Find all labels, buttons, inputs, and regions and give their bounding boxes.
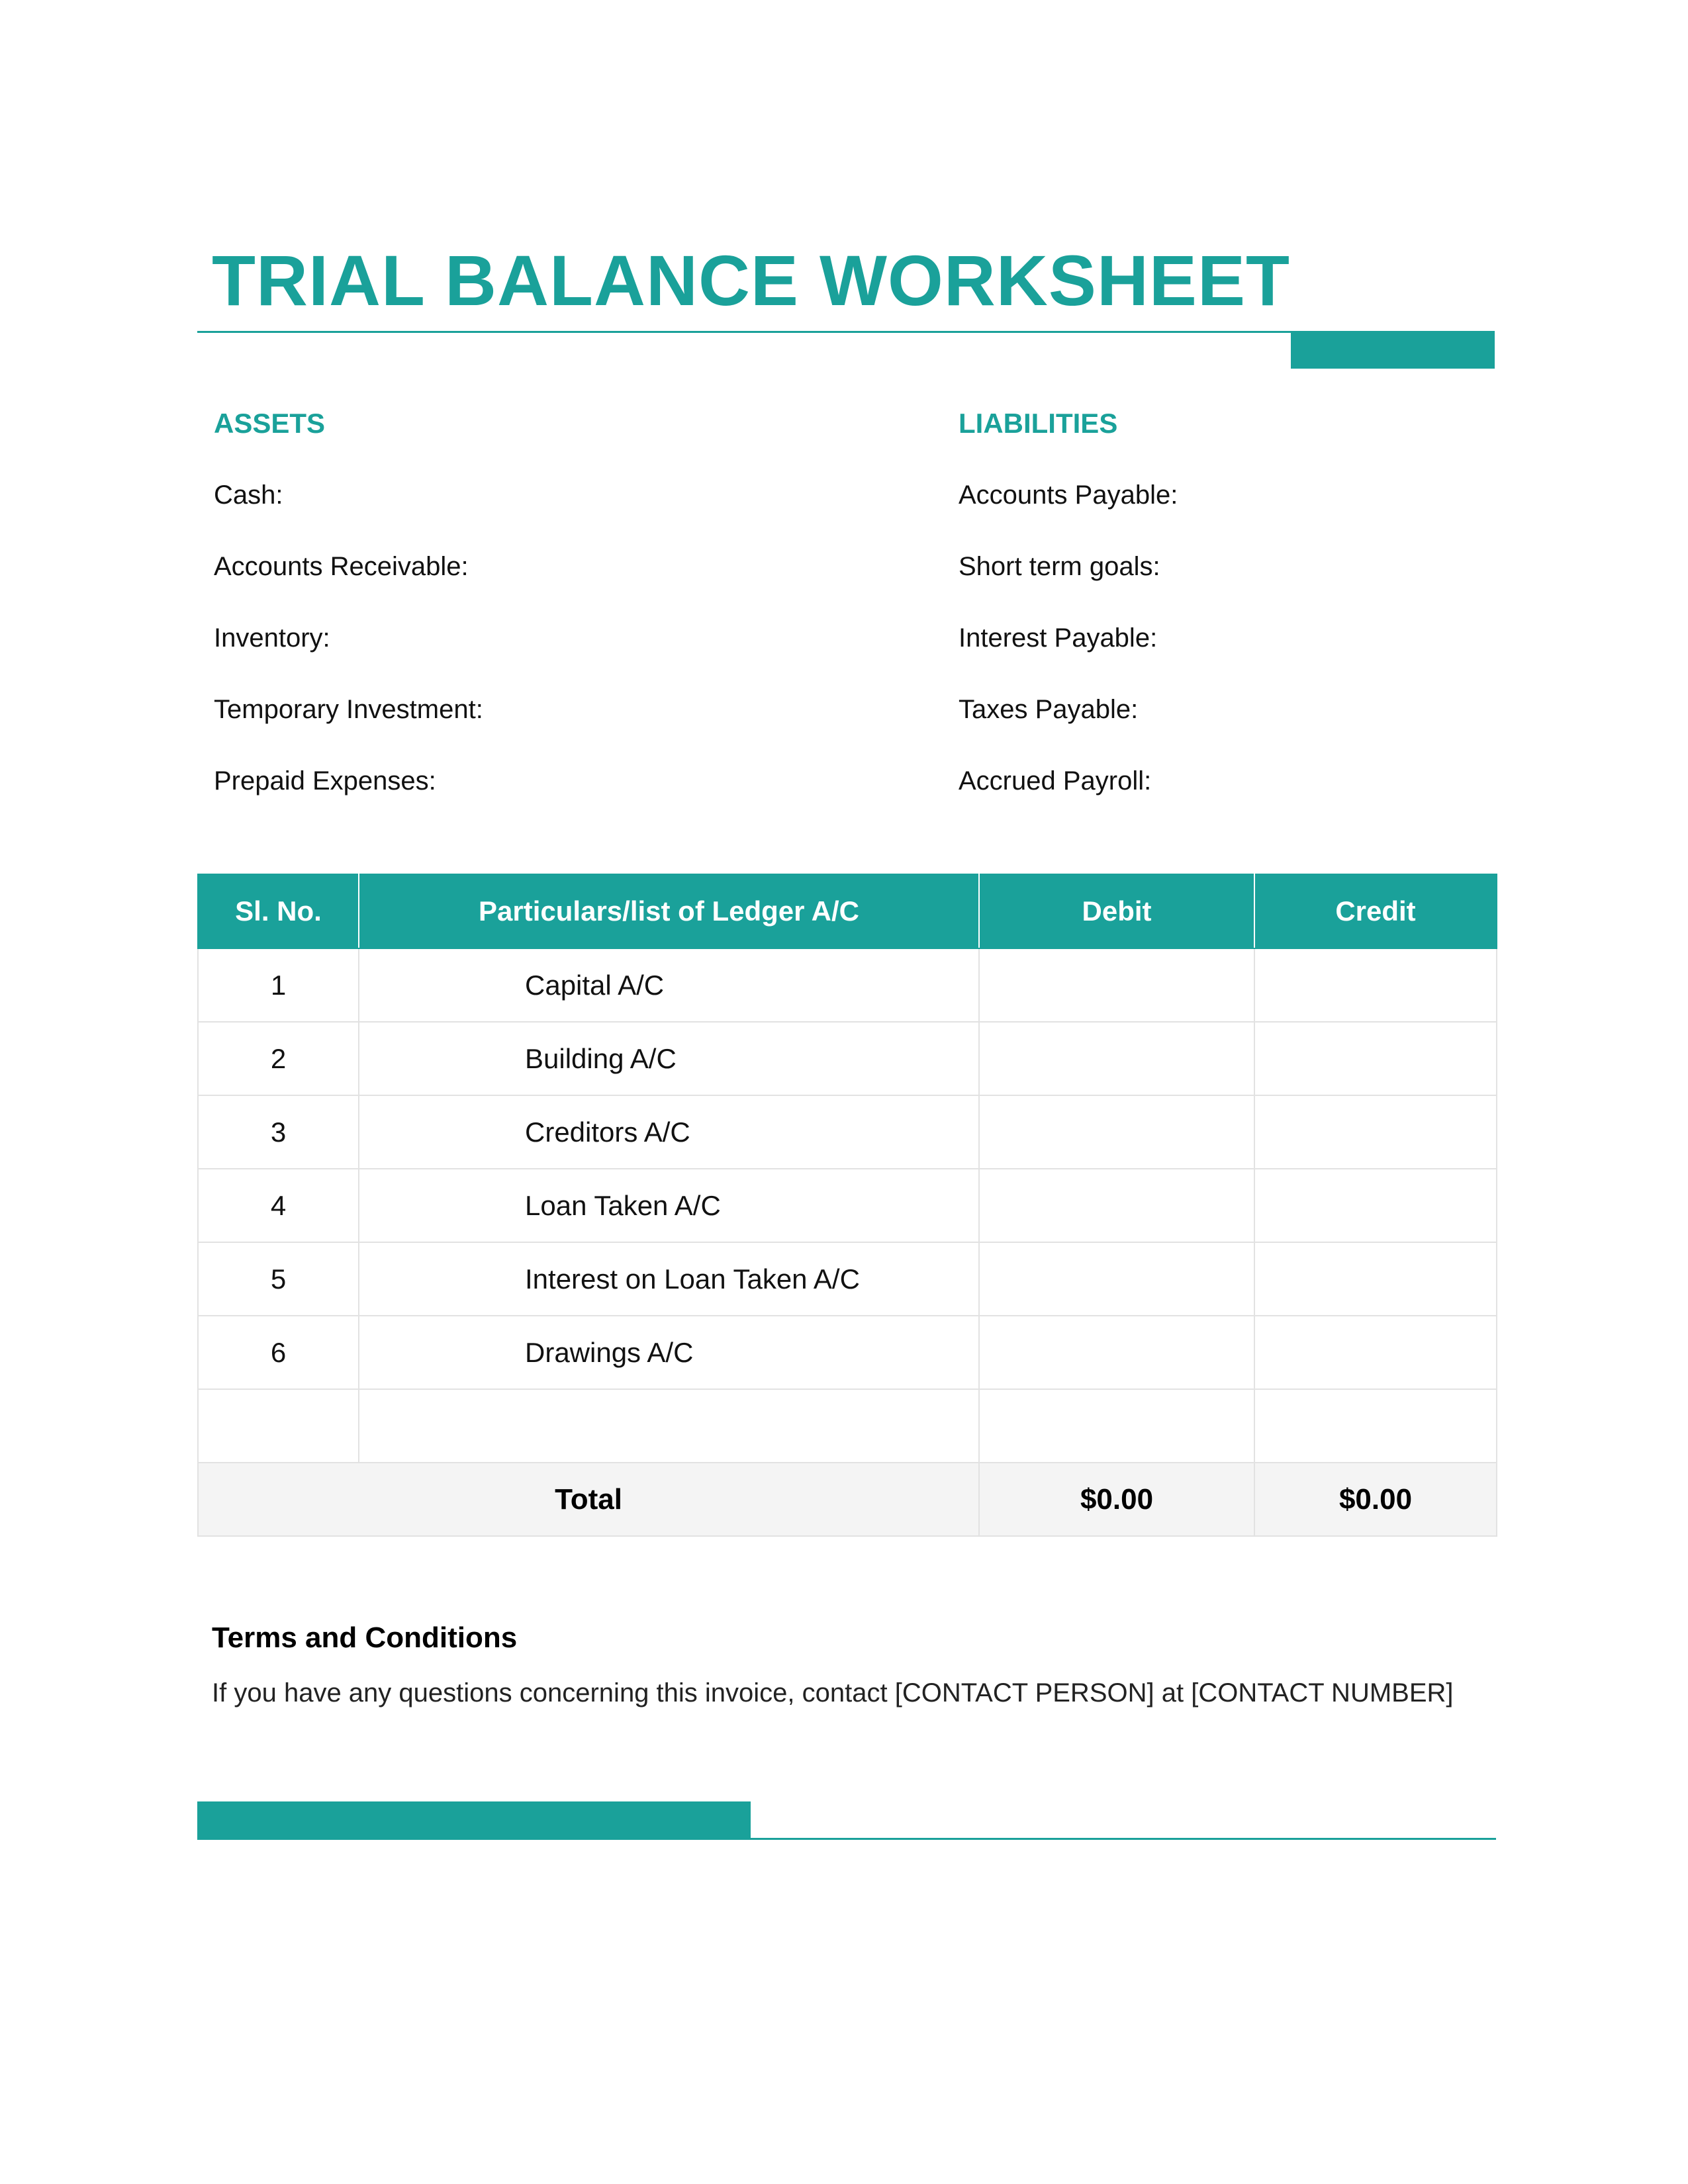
assets-item-prepaid-expenses: Prepaid Expenses:: [214, 766, 436, 796]
row-credit[interactable]: [1254, 1242, 1497, 1316]
table-row: [198, 1316, 1497, 1389]
row-debit[interactable]: [979, 1316, 1254, 1389]
title-accent-bar: [1291, 331, 1495, 369]
row-debit[interactable]: [979, 1242, 1254, 1316]
document-title: TRIAL BALANCE WORKSHEET: [212, 240, 1290, 320]
table-row: [198, 1022, 1497, 1095]
row-sl-no[interactable]: [198, 1389, 359, 1463]
liabilities-item-short-term-goals: Short term goals:: [959, 552, 1160, 581]
liabilities-item-taxes-payable: Taxes Payable:: [959, 695, 1139, 724]
row-debit[interactable]: [979, 1389, 1254, 1463]
row-credit[interactable]: [1254, 1169, 1497, 1242]
row-sl-no: 5: [198, 1242, 359, 1316]
row-sl-no: 6: [198, 1316, 359, 1389]
assets-heading: ASSETS: [214, 408, 326, 439]
row-particular: Drawings A/C: [359, 1316, 979, 1389]
liabilities-item-accounts-payable: Accounts Payable:: [959, 480, 1178, 510]
row-credit[interactable]: [1254, 1316, 1497, 1389]
row-particular: Interest on Loan Taken A/C: [359, 1242, 979, 1316]
table-row: [198, 1242, 1497, 1316]
row-debit[interactable]: [979, 1095, 1254, 1169]
table-row: [198, 1095, 1497, 1169]
row-debit[interactable]: [979, 948, 1254, 1022]
row-credit[interactable]: [1254, 1022, 1497, 1095]
assets-section: [214, 404, 810, 833]
row-particular: Loan Taken A/C: [359, 1169, 979, 1242]
terms-text: If you have any questions concerning this invoice, contact [CONTACT PERSON] at [CONTACT NUMBER]: [212, 1678, 1454, 1707]
assets-item-inventory: Inventory:: [214, 623, 330, 653]
total-debit: $0.00: [979, 1463, 1254, 1536]
terms-heading: Terms and Conditions: [212, 1621, 518, 1654]
row-sl-no: 1: [198, 948, 359, 1022]
footer-rule: [197, 1838, 1496, 1840]
header-sl-no: Sl. No.: [198, 874, 359, 948]
header-credit: Credit: [1254, 874, 1497, 948]
table-total-row: [198, 1463, 1497, 1536]
row-debit[interactable]: [979, 1022, 1254, 1095]
footer-accent-bar: [197, 1801, 751, 1840]
assets-item-cash: Cash:: [214, 480, 283, 510]
row-sl-no: 2: [198, 1022, 359, 1095]
liabilities-heading: LIABILITIES: [959, 408, 1118, 439]
assets-item-temporary-investment: Temporary Investment:: [214, 695, 483, 724]
row-particular: Capital A/C: [359, 948, 979, 1022]
row-particular: Building A/C: [359, 1022, 979, 1095]
row-particular[interactable]: [359, 1389, 979, 1463]
row-debit[interactable]: [979, 1169, 1254, 1242]
ledger-table: [197, 874, 1497, 1537]
row-credit[interactable]: [1254, 1389, 1497, 1463]
row-credit[interactable]: [1254, 1095, 1497, 1169]
total-label: Total: [198, 1463, 979, 1536]
table-row: [198, 1169, 1497, 1242]
table-row: [198, 1389, 1497, 1463]
header-particulars: Particulars/list of Ledger A/C: [359, 874, 979, 948]
row-sl-no: 4: [198, 1169, 359, 1242]
table-header-row: [198, 874, 1497, 948]
liabilities-section: [959, 404, 1554, 833]
row-credit[interactable]: [1254, 948, 1497, 1022]
liabilities-item-interest-payable: Interest Payable:: [959, 623, 1158, 653]
table-row: [198, 948, 1497, 1022]
header-debit: Debit: [979, 874, 1254, 948]
liabilities-item-accrued-payroll: Accrued Payroll:: [959, 766, 1152, 796]
row-sl-no: 3: [198, 1095, 359, 1169]
total-credit: $0.00: [1254, 1463, 1497, 1536]
assets-item-accounts-receivable: Accounts Receivable:: [214, 552, 469, 581]
row-particular: Creditors A/C: [359, 1095, 979, 1169]
